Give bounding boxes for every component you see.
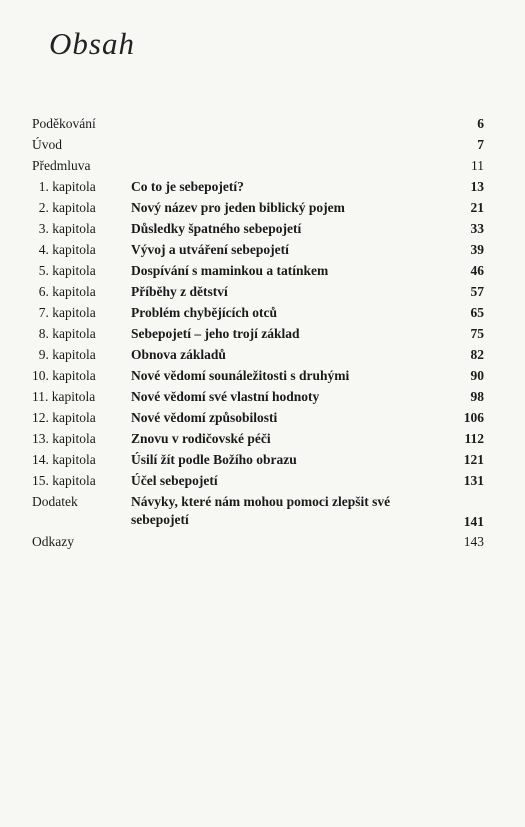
toc-label: 2. kapitola	[38, 200, 96, 215]
toc-label: 5. kapitola	[38, 263, 96, 278]
toc-row	[32, 176, 492, 197]
toc-page: 90	[470, 368, 484, 383]
toc-page: 82	[470, 347, 484, 362]
toc-title: Návyky, které nám mohou pomoci zlepšit své sebepojetí	[131, 494, 391, 527]
toc-row	[32, 323, 492, 344]
toc-row	[32, 428, 492, 449]
toc-title: Nové vědomí své vlastní hodnoty	[131, 389, 320, 404]
toc-label: 3. kapitola	[38, 221, 96, 236]
toc-row	[32, 113, 492, 134]
toc-row	[32, 260, 492, 281]
toc-page: 11	[471, 158, 484, 173]
toc-label: 1. kapitola	[38, 179, 96, 194]
toc-page: 13	[470, 179, 484, 194]
toc-row	[32, 239, 492, 260]
toc-page: 65	[470, 305, 484, 320]
toc-title: Dospívání s maminkou a tatínkem	[131, 263, 329, 278]
toc-title: Znovu v rodičovské péči	[131, 431, 271, 446]
toc-title: Obnova základů	[131, 347, 226, 362]
toc-page: 143	[463, 534, 484, 549]
toc-label: 12. kapitola	[32, 410, 96, 425]
toc-label: Úvod	[32, 137, 62, 152]
toc-label: 14. kapitola	[32, 452, 96, 467]
toc-row	[32, 365, 492, 386]
toc-row	[32, 281, 492, 302]
toc-label: 8. kapitola	[38, 326, 96, 341]
toc-page: 21	[470, 200, 484, 215]
toc-page: 112	[464, 431, 484, 446]
toc-row	[32, 449, 492, 470]
toc-page: 57	[470, 284, 484, 299]
toc-label: 15. kapitola	[32, 473, 96, 488]
toc-label: 9. kapitola	[38, 347, 96, 362]
toc-title: Důsledky špatného sebepojetí	[131, 221, 302, 236]
toc-label: Dodatek	[32, 494, 78, 509]
toc-label: 10. kapitola	[32, 368, 96, 383]
toc-title: Příběhy z dětství	[131, 284, 228, 299]
toc-row	[32, 531, 492, 552]
toc-title: Co to je sebepojetí?	[131, 179, 244, 194]
toc-page: 121	[463, 452, 484, 467]
table-of-contents	[32, 113, 492, 552]
toc-page: 131	[463, 473, 484, 488]
toc-row	[32, 155, 492, 176]
toc-page: 75	[470, 326, 484, 341]
toc-page: 39	[470, 242, 484, 257]
toc-page: 141	[463, 514, 484, 529]
toc-title: Sebepojetí – jeho trojí základ	[131, 326, 300, 341]
toc-row	[32, 386, 492, 407]
toc-label: 11. kapitola	[32, 389, 96, 404]
toc-page: 98	[470, 389, 484, 404]
toc-label: 4. kapitola	[38, 242, 96, 257]
toc-page: 33	[470, 221, 484, 236]
toc-row	[32, 302, 492, 323]
toc-row	[32, 491, 492, 531]
toc-row	[32, 344, 492, 365]
toc-title: Účel sebepojetí	[131, 473, 218, 488]
toc-title: Vývoj a utváření sebepojetí	[131, 242, 289, 257]
toc-label: Odkazy	[32, 534, 74, 549]
toc-label: 7. kapitola	[38, 305, 96, 320]
toc-page: 46	[470, 263, 484, 278]
toc-page: 6	[477, 116, 484, 131]
toc-title: Nový název pro jeden biblický pojem	[131, 200, 345, 215]
toc-row	[32, 407, 492, 428]
toc-title: Nové vědomí způsobilosti	[131, 410, 278, 425]
toc-row	[32, 134, 492, 155]
toc-row	[32, 470, 492, 491]
toc-label: 13. kapitola	[32, 431, 96, 446]
page-title: Obsah	[49, 26, 135, 61]
toc-label: 6. kapitola	[38, 284, 96, 299]
toc-title: Úsilí žít podle Božího obrazu	[131, 452, 297, 467]
toc-label: Předmluva	[32, 158, 91, 173]
toc-row	[32, 218, 492, 239]
toc-title: Problém chybějících otců	[131, 305, 277, 320]
toc-row	[32, 197, 492, 218]
toc-page: 106	[463, 410, 484, 425]
toc-page: 7	[477, 137, 484, 152]
toc-label: Poděkování	[32, 116, 96, 131]
toc-title: Nové vědomí sounáležitosti s druhými	[131, 368, 350, 383]
